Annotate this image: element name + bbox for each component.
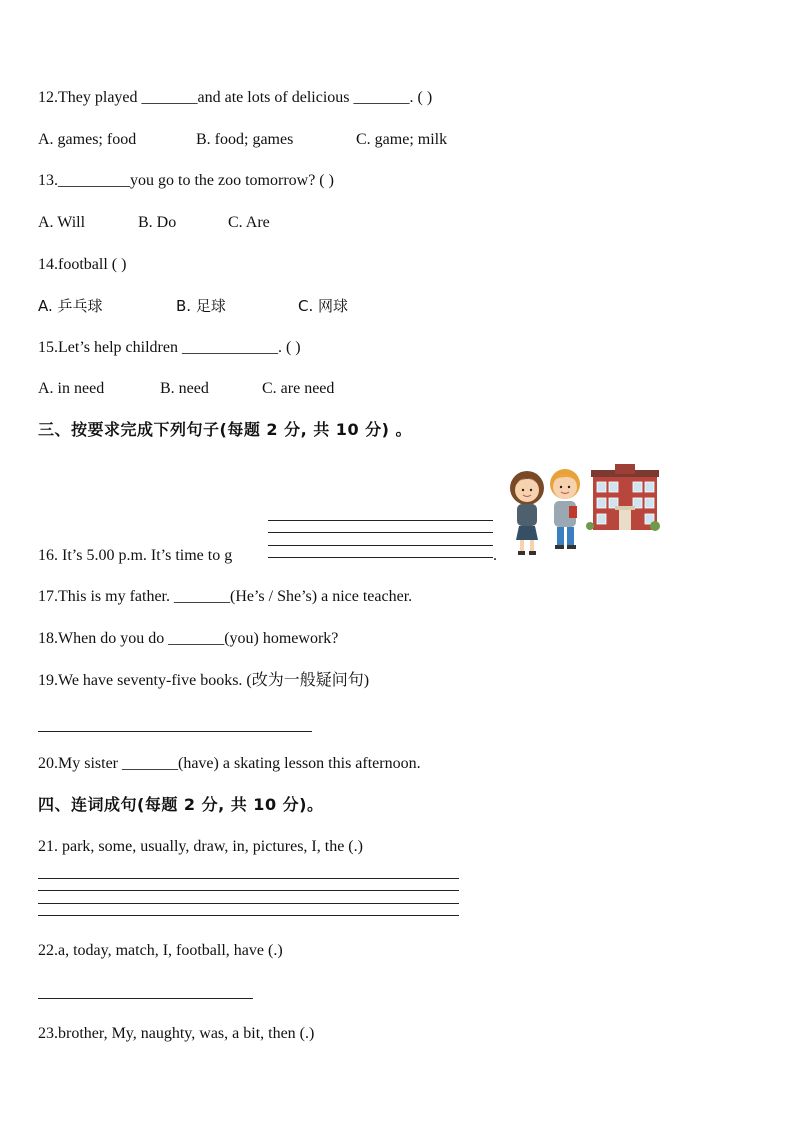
question-17: 17.This is my father. _______(He’s / She’s) a nice teacher. [38,588,413,605]
option-c[interactable]: C. 网球 [298,297,349,315]
answer-line[interactable] [268,545,493,546]
option-c[interactable]: C. Are [228,214,270,231]
answer-line[interactable] [268,520,493,521]
answer-line[interactable] [38,998,253,999]
question-16: 16. It’s 5.00 p.m. It’s time to g [38,547,233,564]
section-4-heading: 四、连词成句(每题 2 分, 共 10 分)。 [38,795,324,814]
question-19: 19.We have seventy-five books. (改为一般疑问句) [38,672,370,689]
option-c[interactable]: C. are need [262,380,335,397]
question-16-period: . [493,547,497,564]
question-20: 20.My sister _______(have) a skating lesson this afternoon. [38,755,421,772]
question-23: 23.brother, My, naughty, was, a bit, then (.) [38,1025,315,1042]
answer-line[interactable] [38,915,459,916]
option-a[interactable]: A. Will [38,214,86,231]
option-c[interactable]: C. game; milk [356,131,448,148]
question-18: 18.When do you do _______(you) homework? [38,630,339,647]
school-building-icon [586,464,660,531]
question-14: 14.football ( ) [38,256,127,273]
answer-line[interactable] [38,903,459,904]
option-a[interactable]: A. in need [38,380,105,397]
answer-line[interactable] [38,890,459,891]
children-school-illustration [505,462,660,562]
question-21: 21. park, some, usually, draw, in, pictures, I, the (.) [38,838,363,855]
option-b[interactable]: B. food; games [196,131,294,148]
option-b[interactable]: B. need [160,380,209,397]
answer-line[interactable] [268,532,493,533]
option-b[interactable]: B. Do [138,214,177,231]
question-12-options [38,130,447,150]
question-13: 13._________you go to the zoo tomorrow? ( ) [38,172,334,189]
question-14-options [38,296,348,316]
girl-icon [510,471,544,555]
answer-line[interactable] [38,878,459,879]
answer-line[interactable] [268,557,493,558]
option-b[interactable]: B. 足球 [176,297,226,315]
question-13-options [38,213,270,233]
question-15: 15.Let’s help children ____________. ( ) [38,339,301,356]
option-a[interactable]: A. games; food [38,131,137,148]
question-15-options [38,379,334,399]
question-12: 12.They played _______and ate lots of delicious _______. ( ) [38,89,433,106]
option-a[interactable]: A. 乒乓球 [38,297,103,315]
answer-line[interactable] [38,731,312,732]
question-22: 22.a, today, match, I, football, have (.) [38,942,283,959]
section-3-heading: 三、按要求完成下列句子(每题 2 分, 共 10 分) 。 [38,420,413,439]
boy-icon [550,469,580,549]
